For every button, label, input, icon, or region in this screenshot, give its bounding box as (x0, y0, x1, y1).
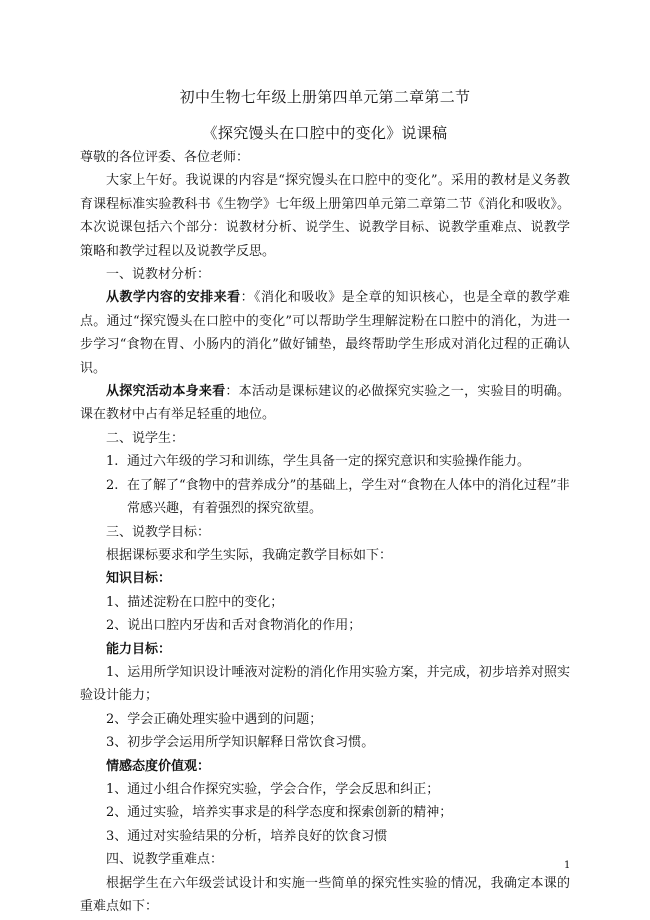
section3-intro: 根据课标要求和学生实际，我确定教学目标如下： (106, 547, 393, 563)
list-item-number: 2. (106, 477, 119, 493)
section1-heading: 一、说教材分析： (106, 267, 211, 283)
knowledge-goals-heading: 知识目标： (106, 571, 172, 587)
intro-paragraph: 大家上午好。我说课的内容是“探究馒头在口腔中的变化”。采用的教材是义务教育课程标准实验教科书《生物学》七年级上册第四单元第二章第二节《消化和吸收》。本次说课包括六个部分：说教材分析、说学生、说教学目标、说教学重难点、说教学策略和教学过程以及说教学反思。 (80, 173, 570, 259)
document-title-line1: 初中生物七年级上册第四单元第二章第二节 (179, 88, 471, 106)
knowledge-goal-1: 1、描述淀粉在口腔中的变化； (106, 594, 284, 610)
section1-p1-lead: 从教学内容的安排来看 (106, 290, 241, 306)
section4-heading: 四、说教学重难点： (106, 852, 224, 868)
section1-p2-text: ：本活动是课标建议的必做探究实验之一，实验目的明确。课在教材中占有举足轻重的地位。 (80, 384, 570, 423)
knowledge-goal-2: 2、说出口腔内牙齿和舌对食物消化的作用； (106, 618, 362, 634)
page-number: 1 (564, 860, 571, 871)
list-item-number: 1. (106, 454, 119, 470)
document-title-line2: 《探究馒头在口腔中的变化》说课稿 (202, 124, 448, 142)
section3-heading: 三、说教学目标： (106, 524, 211, 540)
student-list (80, 450, 570, 520)
list-item-text: 在了解了“食物中的营养成分”的基础上，学生对“食物在人体中的消化过程”非常感兴趣，有着强烈的探究欲望。 (127, 477, 570, 517)
greeting: 尊敬的各位评委、各位老师： (80, 150, 250, 165)
list-item (80, 474, 570, 521)
emotion-goal-2: 2、通过实验，培养实事求是的科学态度和探索创新的精神； (106, 805, 453, 821)
ability-goal-3: 3、初步学会运用所学知识解释日常饮食习惯。 (106, 735, 375, 751)
emotion-goal-3: 3、通过对实验结果的分析，培养良好的饮食习惯 (106, 828, 388, 844)
section1-p1-text: ：《消化和吸收》是全章的知识核心，也是全章的教学难点。通过“探究馒头在口腔中的变化”可以帮助学生理解淀粉在口腔中的消化，为进一步学习“食物在胃、小肠内的消化”做好铺垫，最终帮助学生形成对消化过程的正确认识。 (80, 290, 570, 376)
section2-heading: 二、说学生： (106, 430, 185, 446)
ability-goals-heading: 能力目标： (106, 641, 172, 657)
section1-paragraph2 (80, 380, 570, 427)
section1-paragraph1 (80, 286, 570, 380)
ability-goal-2: 2、学会正确处理实验中遇到的问题； (106, 711, 323, 727)
document-body (80, 146, 570, 918)
section4-paragraph: 根据学生在六年级尝试设计和实施一些简单的探究性实验的情况，我确定本课的重难点如下： (80, 875, 570, 914)
section1-p2-lead: 从探究活动本身来看 (106, 384, 226, 400)
emotion-goal-1: 1、通过小组合作探究实验，学会合作，学会反思和纠正； (106, 781, 440, 797)
list-item (80, 450, 570, 473)
list-item-text: 通过六年级的学习和训练，学生具备一定的探究意识和实验操作能力。 (127, 454, 531, 470)
ability-goal-1: 1、运用所学知识设计唾液对淀粉的消化作用实验方案，并完成，初步培养对照实验设计能力； (80, 664, 570, 704)
emotion-goals-heading: 情感态度价值观： (106, 758, 211, 774)
